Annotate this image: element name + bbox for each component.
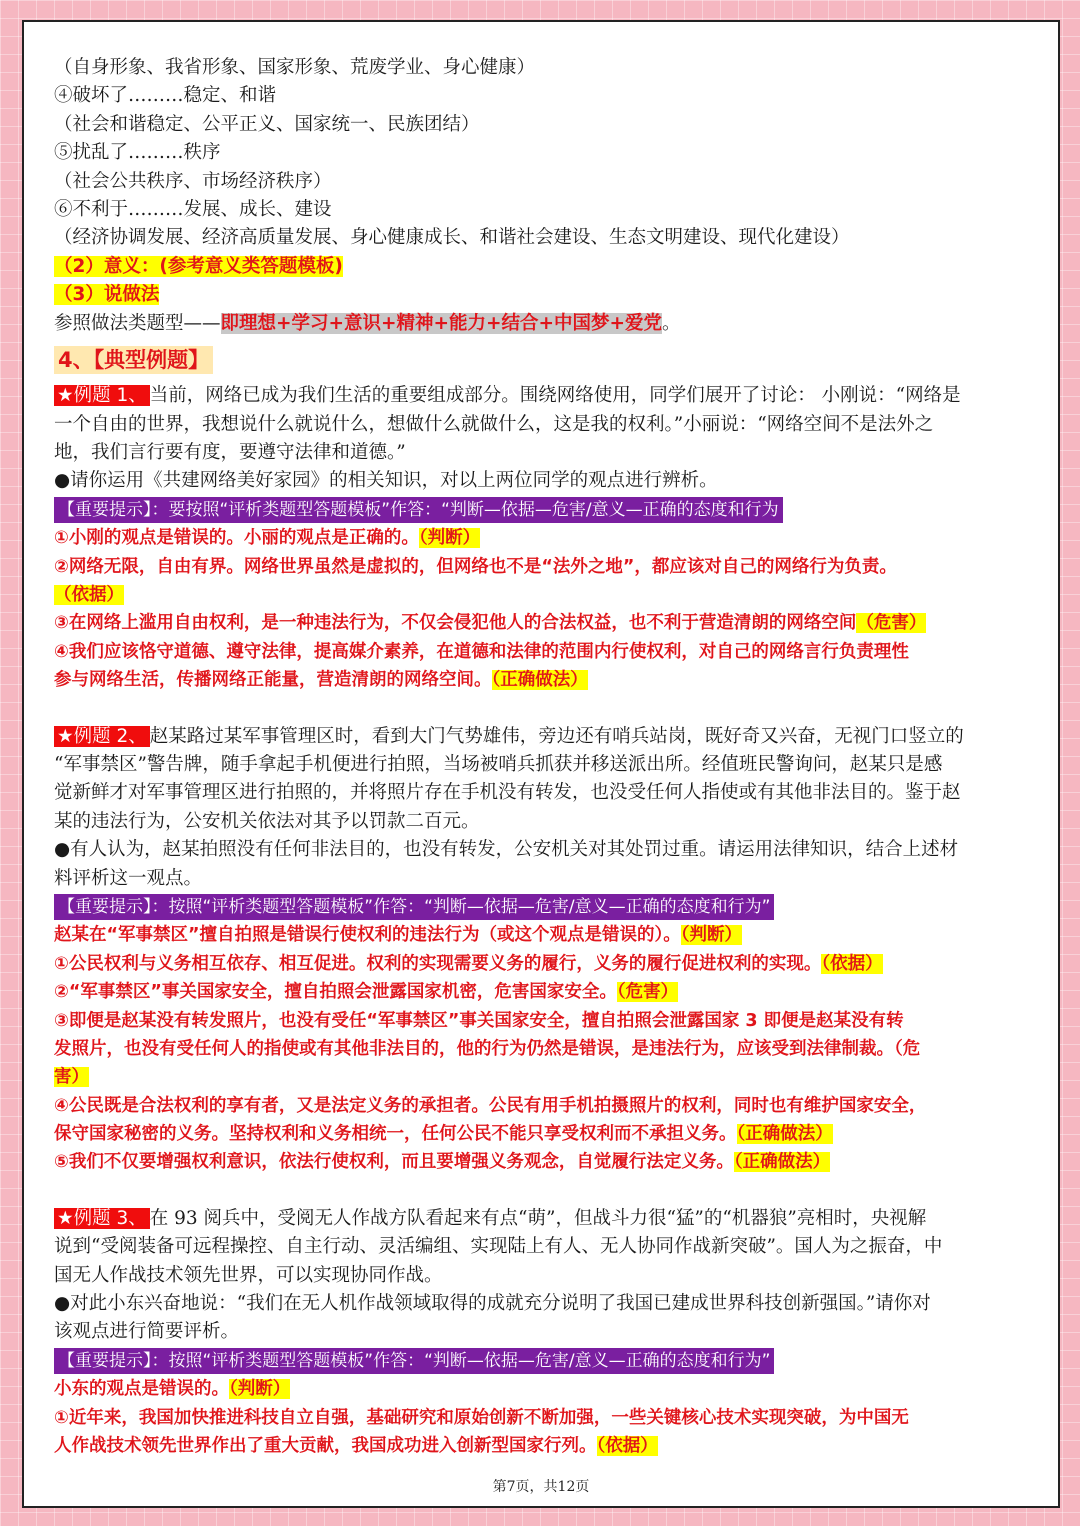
section-title: 4、【典型例题】 <box>54 346 1034 374</box>
text-line: ④破坏了………稳定、和谐 <box>54 85 277 107</box>
example-2-question: ★例题 2、 赵某路过某军事管理区时，看到大门气势雄伟，旁边还有哨兵站岗，既好奇又兴奋，无视门口竖立的 <box>54 723 1034 751</box>
answer-line: 发照片，也没有受任何人的指使或有其他非法目的，他的行为仍然是错误，是违法行为，应该受到法律制裁。（危 <box>54 1038 921 1059</box>
text-line: 国无人作战技术领先世界，可以实现协同作战。 <box>54 1264 443 1286</box>
method-highlight: 即理想+学习+意识+精神+能力+结合+中国梦+爱党 <box>220 312 663 334</box>
answer-line: ②网络无限，自由有界。网络世界虽然是虚拟的，但网络也不是“法外之地”，都应该对自己的网络行为负责。 <box>54 556 897 577</box>
tip-line <box>54 893 1034 921</box>
text-line: ⑥不利于………发展、成长、建设 <box>54 198 332 220</box>
example-tag: ★例题 3、 <box>54 1208 150 1229</box>
answer-line: ④公民既是合法权利的享有者，又是法定义务的承担者。公民有用手机拍摄照片的权利，同时也有维护国家安全， <box>54 1095 927 1116</box>
answer-line: ①近年来，我国加快推进科技自立自强，基础研究和原始创新不断加强，一些关键核心技术实现突破，为中国无 <box>54 1407 909 1428</box>
answer-line: 赵某在“军事禁区”擅自拍照是错误行使权利的违法行为（或这个观点是错误的）。（判断） <box>54 925 743 946</box>
answer-line: 保守国家秘密的义务。坚持权利和义务相统一，任何公民不能只享受权利而不承担义务。（正确做法） <box>54 1124 833 1145</box>
answer-line: 小东的观点是错误的。（判断） <box>54 1379 291 1400</box>
important-tip: 【重要提示】：要按照“评析类题型答题模板”作答：“判断—依据—危害/意义—正确的态度和行为 <box>54 497 783 523</box>
text-line: （社会公共秩序、市场经济秩序） <box>54 170 332 192</box>
text-line: 该观点进行简要评析。 <box>54 1321 240 1343</box>
answer-line: 人作战技术领先世界作出了重大贡献，我国成功进入创新型国家行列。（依据） <box>54 1435 658 1456</box>
answer-line: ③在网络上滥用自由权利，是一种违法行为，不仅会侵犯他人的合法权益，也不利于营造清朗的网络空间（危害） <box>54 613 927 634</box>
method-line: 参照做法类题型——即理想+学习+意识+精神+能力+结合+中国梦+爱党。 <box>54 312 681 334</box>
page-footer: 第7页，共12页 <box>492 1479 590 1495</box>
page-content <box>54 54 1034 1460</box>
text-line: ●请你运用《共建网络美好家园》的相关知识，对以上两位同学的观点进行辨析。 <box>54 470 718 492</box>
text-line: （自身形象、我省形象、国家形象、荒废学业、身心健康） <box>54 57 536 78</box>
answer-line: ①公民权利与义务相互依存、相互促进。权利的实现需要义务的履行，义务的履行促进权利的实现。（依据） <box>54 953 883 974</box>
text-line: （社会和谐稳定、公平正义、国家统一、民族团结） <box>54 113 480 135</box>
text-line: 说到“受阅装备可远程操控、自主行动、灵活编组、实现陆上有人、无人协同作战新突破”。国人为之振奋，中 <box>54 1236 943 1258</box>
answer-line: （依据） <box>54 585 124 606</box>
text-line: 料评析这一观点。 <box>54 867 203 889</box>
answer-line: ②“军事禁区”事关国家安全，擅自拍照会泄露国家机密，危害国家安全。（危害） <box>54 982 679 1003</box>
text-line: 某的违法行为，公安机关依法对其予以罚款二百元。 <box>54 810 480 832</box>
text-line: 觉新鲜才对军事管理区进行拍照的，并将照片存在手机没有转发，也没受任何人指使或有其他非法目的。鉴于赵 <box>54 782 961 804</box>
example-3-question: ★例题 3、 在 93 阅兵中，受阅无人作战方队看起来有点“萌”，但战斗力很“猛”的“机器狼”亮相时，央视解 <box>54 1205 1034 1233</box>
meaning-heading: （2）意义：(参考意义类答题模板) <box>54 255 343 277</box>
text-line: 地，我们言行要有度，要遵守法律和道德。” <box>54 442 406 464</box>
answer-line: ③即便是赵某没有转发照片，也没有受任“军事禁区”事关国家安全，擅自拍照会泄露国家 3 即便是赵某没有转 <box>54 1010 904 1031</box>
answer-line: ④我们应该恪守道德、遵守法律，提高媒介素养，在道德和法律的范围内行使权利，对自己的网络言行负责理性 <box>54 641 909 662</box>
answer-line: ⑤我们不仅要增强权利意识，依法行使权利，而且要增强义务观念，自觉履行法定义务。（正确做法） <box>54 1152 831 1173</box>
text-line: （经济协调发展、经济高质量发展、身心健康成长、和谐社会建设、生态文明建设、现代化建设） <box>54 227 850 249</box>
example-1-question: ★例题 1、 当前，网络已成为我们生活的重要组成部分。围绕网络使用，同学们展开了讨论： 小刚说：“网络是 <box>54 382 1034 410</box>
document-page <box>22 20 1060 1508</box>
text-line: ●对此小东兴奋地说：“我们在无人机作战领域取得的成就充分说明了我国已建成世界科技创新强国。”请你对 <box>54 1293 931 1315</box>
tip-line <box>54 496 1034 524</box>
text-line: 一个自由的世界，我想说什么就说什么，想做什么就做什么，这是我的权利。”小丽说：“网络空间不是法外之 <box>54 413 934 435</box>
example-tag: ★例题 2、 <box>54 726 150 747</box>
answer-line: 参与网络生活，传播网络正能量，营造清朗的网络空间。（正确做法） <box>54 670 588 691</box>
answer-line: ①小刚的观点是错误的。小丽的观点是正确的。（判断） <box>54 528 481 549</box>
text-line: ●有人认为，赵某拍照没有任何非法目的，也没有转发，公安机关对其处罚过重。请运用法律知识，结合上述材 <box>54 839 959 861</box>
text-line: “军事禁区”警告牌，随手拿起手机便进行拍照，当场被哨兵抓获并移送派出所。经值班民警询问，赵某只是感 <box>54 754 943 775</box>
answer-line: 害） <box>54 1067 89 1088</box>
tip-line <box>54 1347 1034 1375</box>
text-line: ⑤扰乱了………秩序 <box>54 142 221 164</box>
important-tip: 【重要提示】：按照“评析类题型答题模板”作答：“判断—依据—危害/意义—正确的态度和行为” <box>54 894 774 920</box>
example-tag: ★例题 1、 <box>54 385 150 406</box>
important-tip: 【重要提示】：按照“评析类题型答题模板”作答：“判断—依据—危害/意义—正确的态度和行为” <box>54 1348 774 1374</box>
method-heading: （3）说做法 <box>54 284 160 306</box>
